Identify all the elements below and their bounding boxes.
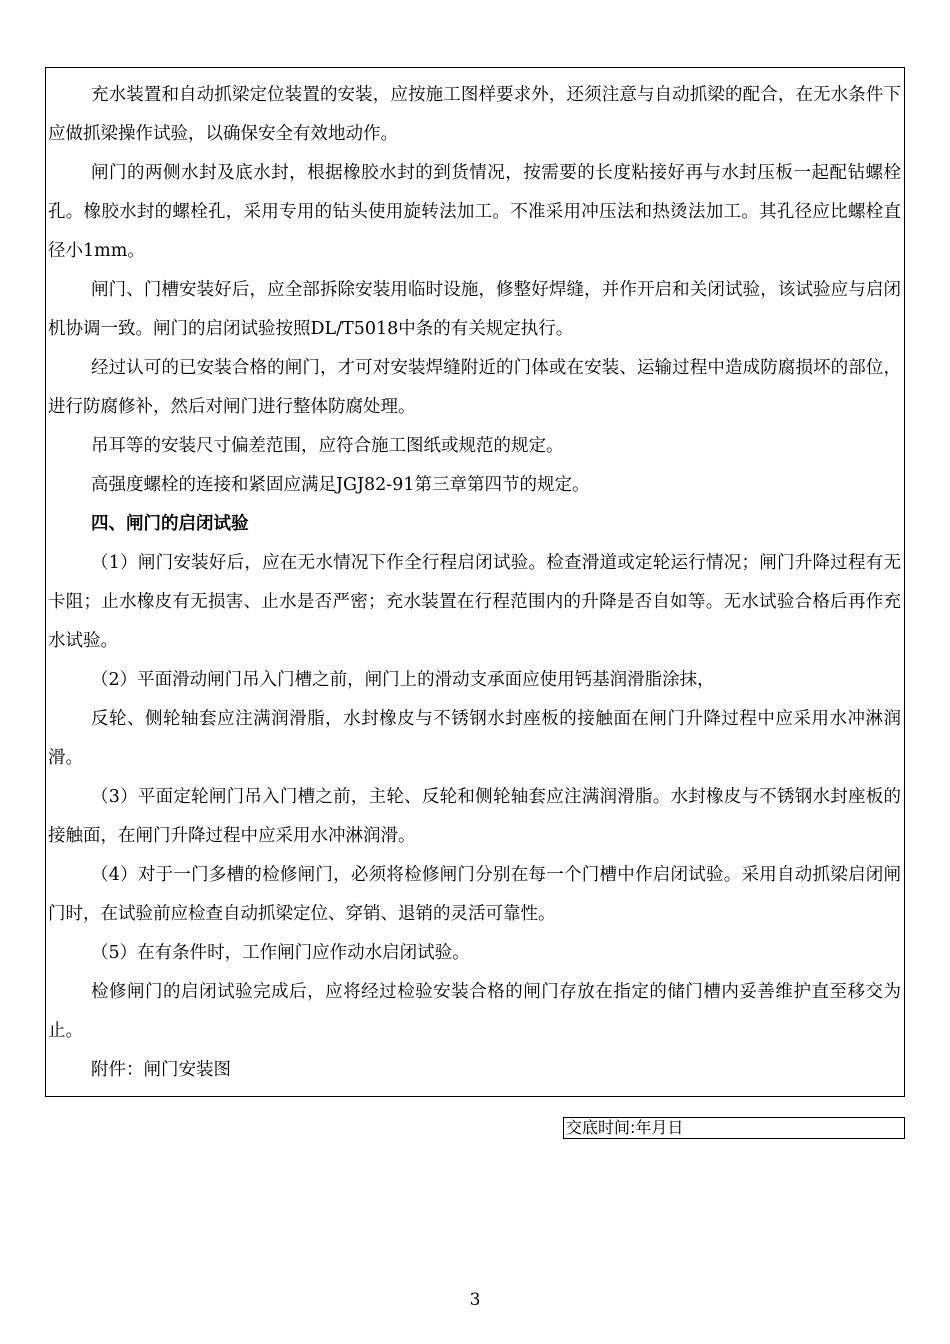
paragraph-bolts: 高强度螺栓的连接和紧固应满足JGJ82-91第三章第四节的规定。 <box>91 475 590 495</box>
paragraph-filling-device: 充水装置和自动抓梁定位装置的安装，应按施工图样要求外，还须注意与自动抓梁的配合，在无水条件下应做抓梁操作试验，以确保安全有效地动作。 <box>48 85 901 144</box>
item-1: （1）闸门安装好后，应在无水情况下作全行程启闭试验。检查滑道或定轮运行情况；闸门升降过程有无卡阻；止水橡皮有无损害、止水是否严密；充水装置在行程范围内的升降是否自如等。无水试验合格后再作充水试验。 <box>48 553 901 651</box>
section-heading: 四、闸门的启闭试验 <box>91 514 249 534</box>
attachment-note: 附件：闸门安装图 <box>91 1060 231 1080</box>
paragraph-water-seal: 闸门的两侧水封及底水封，根据橡胶水封的到货情况，按需要的长度粘接好再与水封压板一起配钻螺栓孔。橡胶水封的螺栓孔，采用专用的钻头使用旋转法加工。不准采用冲压法和热烫法加工。其孔径应比螺栓直径小1mm。 <box>48 163 901 261</box>
paragraph-storage: 检修闸门的启闭试验完成后，应将经过检验安装合格的闸门存放在指定的储门槽内妥善维护直至移交为止。 <box>48 982 901 1041</box>
paragraph-gate-installation: 闸门、门槽安装好后，应全部拆除安装用临时设施，修整好焊缝，并作开启和关闭试验，该试验应与启闭机协调一致。闸门的启闭试验按照DL/T5018中条的有关规定执行。 <box>48 280 901 339</box>
page-number: 3 <box>469 1290 481 1310</box>
paragraph-anticorrosion: 经过认可的已安装合格的闸门，才可对安装焊缝附近的门体或在安装、运输过程中造成防腐损坏的部位，进行防腐修补，然后对闸门进行整体防腐处理。 <box>48 358 901 417</box>
item-2-continued: 反轮、侧轮轴套应注满润滑脂，水封橡皮与不锈钢水封座板的接触面在闸门升降过程中应采用水冲淋润滑。 <box>48 709 901 768</box>
paragraph-lifting-lug: 吊耳等的安装尺寸偏差范围，应符合施工图纸或规范的规定。 <box>91 436 564 456</box>
item-3: （3）平面定轮闸门吊入门槽之前，主轮、反轮和侧轮轴套应注满润滑脂。水封橡皮与不锈钢水封座板的接触面，在闸门升降过程中应采用水冲淋润滑。 <box>48 787 901 846</box>
item-4: （4）对于一门多槽的检修闸门，必须将检修闸门分别在每一个门槽中作启闭试验。采用自动抓梁启闭闸门时，在试验前应检查自动抓梁定位、穿销、退销的灵活可靠性。 <box>48 865 901 924</box>
handover-time-field: 交底时间:年月日 <box>563 1117 905 1139</box>
item-2: （2）平面滑动闸门吊入门槽之前，闸门上的滑动支承面应使用钙基润滑脂涂抹， <box>91 670 715 690</box>
content-box <box>45 67 905 1097</box>
item-5: （5）在有条件时，工作闸门应作动水启闭试验。 <box>91 943 470 963</box>
